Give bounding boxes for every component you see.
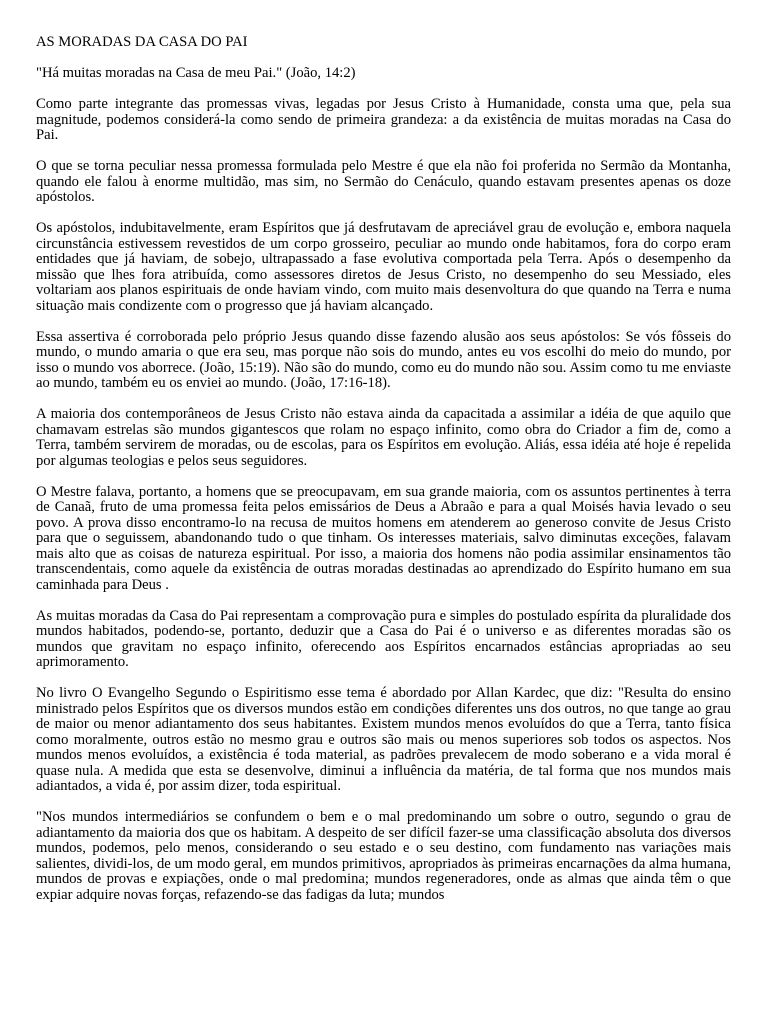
body-paragraph: O Mestre falava, portanto, a homens que se preocupavam, em sua grande maioria, com os assuntos pertinentes à terra de Canaã, fruto de uma promessa feita pelos emissários de Deus a Abraão e para a qual Moisés havia levado o seu povo. A prova disso encontramo-lo na recusa de muitos homens em atenderem ao generoso convite de Jesus Cristo para que o seguissem, abandonando tudo o que tinham. Os interesses materiais, salvo diminutas exceções, falavam mais alto que as coisas de natureza espiritual. Por isso, a maioria dos homens não podia assimilar ensinamentos tão transcendentais, como aquele da existência de outras moradas destinadas ao aprendizado do Espírito humano em sua caminhada para Deus . [36, 483, 731, 593]
body-paragraph: No livro O Evangelho Segundo o Espiritismo esse tema é abordado por Allan Kardec, que diz: "Resulta do ensino ministrado pelos Espíritos que os diversos mundos estão em condições diferentes uns dos outros, no que tange ao grau de maior ou menor adiantamento dos seus habitantes. Existem mundos menos evoluídos do que a Terra, tanto física como moralmente, outros estão no mesmo grau e outros são mais ou menos superiores sob todos os aspectos. Nos mundos menos evoluídos, a existência é toda material, as padrões prevalecem de modo soberano e a vida moral é quase nula. A medida que esta se desenvolve, diminui a influência da matéria, de tal forma que nos mundos mais adiantados, a vida é, por assim dizer, toda espiritual. [36, 685, 731, 794]
body-paragraph: O que se torna peculiar nessa promessa formulada pelo Mestre é que ela não foi proferida no Sermão da Montanha, quando ele falou à enorme multidão, mas sim, no Sermão do Cenáculo, quando estavam presentes apenas os doze apóstolos. [36, 158, 731, 205]
body-paragraph: Os apóstolos, indubitavelmente, eram Espíritos que já desfrutavam de apreciável grau de evolução e, embora naquela circunstância estivessem revestidos de um corpo grosseiro, peculiar ao mundo onde habitamos, fora do corpo eram entidades que já haviam, de sobejo, ultrapassado a fase evolutiva comportada pela Terra. Após o desempenho da missão que lhes fora atribuída, como assessores diretos de Jesus Cristo, no desempenho do seu Messiado, eles voltariam aos planos espirituais de onde haviam vindo, com muito mais desenvoltura do que quando na Terra e numa situação mais condizente com o progresso que já haviam alcançado. [36, 220, 731, 314]
body-paragraph: A maioria dos contemporâneos de Jesus Cristo não estava ainda da capacitada a assimilar a idéia de que aquilo que chamavam estrelas são mundos gigantescos que rolam no espaço infinito, como obra do Criador a fim de, como a Terra, também servirem de moradas, ou de escolas, para os Espíritos em evolução. Aliás, essa idéia até hoje é repelida por algumas teologias e pelos seus seguidores. [36, 406, 731, 469]
body-paragraph: Como parte integrante das promessas vivas, legadas por Jesus Cristo à Humanidade, consta uma que, pela sua magnitude, podemos considerá-la como sendo de primeira grandeza: a da existência de muitas moradas na Casa do Pai. [36, 96, 731, 143]
body-paragraph: "Nos mundos intermediários se confundem o bem e o mal predominando um sobre o outro, segundo o grau de adiantamento da maioria dos que os habitam. A despeito de ser difícil fazer-se uma classificação absoluta dos diversos mundos, podemos, pelo menos, considerando o seu estado e o seu destino, com fundamento nas variações mais salientes, dividi-los, de um modo geral, em mundos primitivos, apropriados às primeiras encarnações da alma humana, mundos de provas e expiações, onde o mal predomina; mundos regeneradores, onde as almas que ainda têm o que expiar adquire novas forças, refazendo-se das fadigas da luta; mundos [36, 809, 731, 903]
document-title: AS MORADAS DA CASA DO PAI [36, 34, 248, 50]
body-paragraph: Essa assertiva é corroborada pelo próprio Jesus quando disse fazendo alusão aos seus apóstolos: Se vós fôsseis do mundo, o mundo amaria o que era seu, mas porque não sois do mundo, antes eu vos escolhi do meio do mundo, por isso o mundo vos aborrece. (João, 15:19). Não são do mundo, como eu do mundo não sou. Assim como tu me enviaste ao mundo, também eu os enviei ao mundo. (João, 17:16-18). [36, 328, 731, 391]
body-paragraph: As muitas moradas da Casa do Pai representam a comprovação pura e simples do postulado espírita da pluralidade dos mundos habitados, podendo-se, portanto, deduzir que a Casa do Pai é o universo e as diferentes moradas são os mundos que gravitam no espaço infinito, oferecendo aos Espíritos encarnados estâncias apropriadas ao seu aprimoramento. [36, 607, 731, 670]
epigraph-quote: "Há muitas moradas na Casa de meu Pai." (João, 14:2) [36, 65, 356, 81]
document-page [36, 35, 731, 919]
